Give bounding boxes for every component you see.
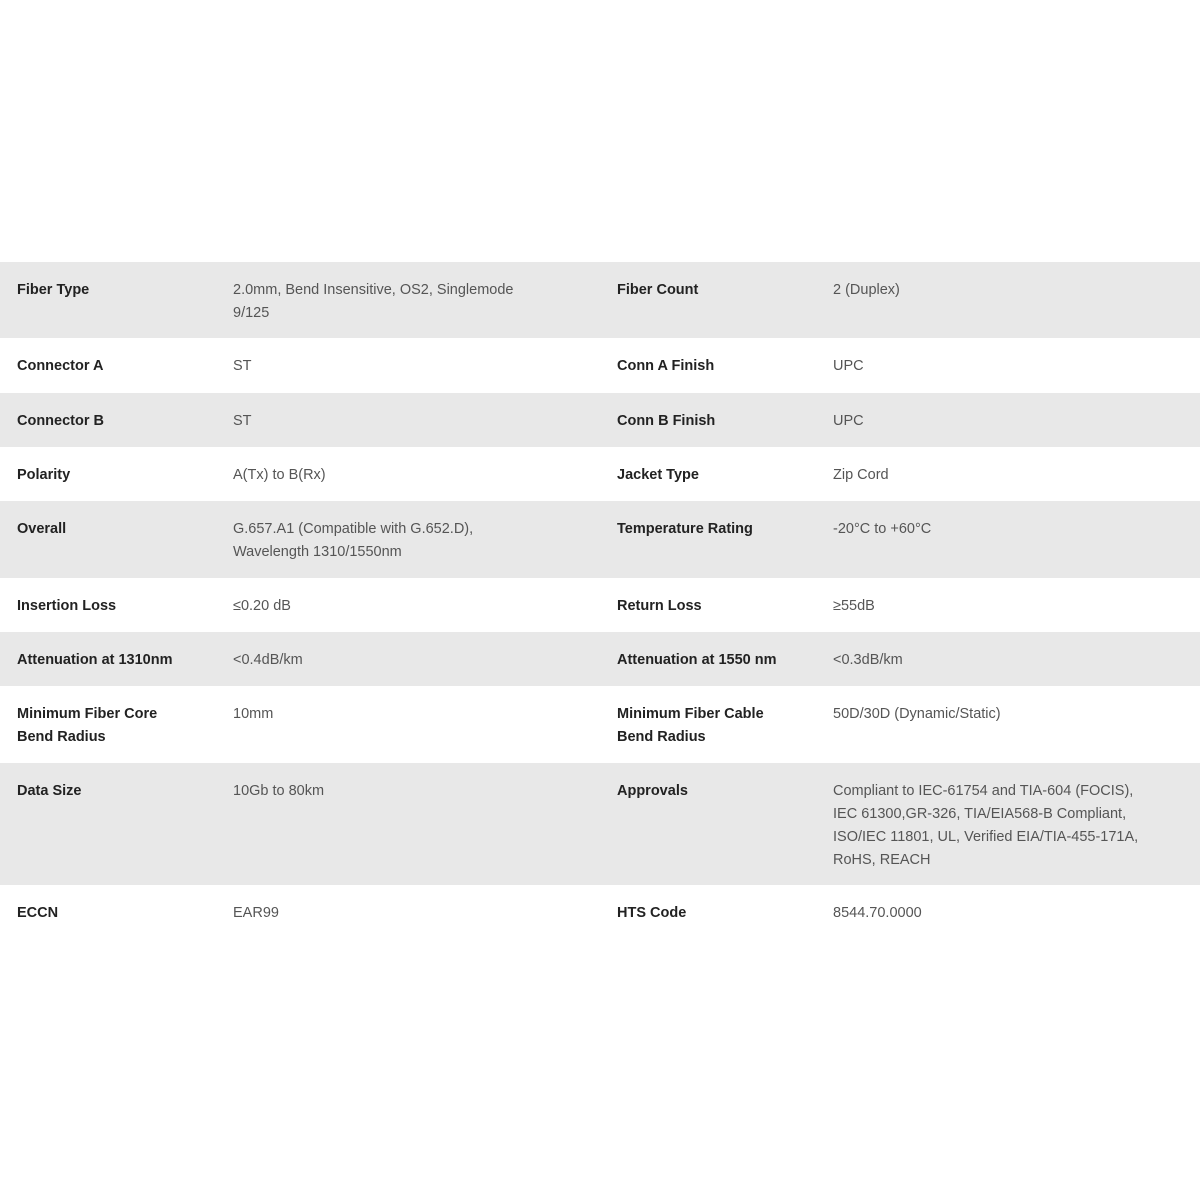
spec-value: 2.0mm, Bend Insensitive, OS2, Singlemode 9/125	[233, 282, 514, 321]
spec-row-connector-a	[0, 338, 1200, 393]
spec-label: Return Loss	[617, 598, 702, 614]
spec-value: ≥55dB	[833, 598, 875, 614]
spec-label: Conn B Finish	[617, 413, 716, 429]
spec-label: Fiber Count	[617, 282, 699, 298]
spec-label: Fiber Type	[17, 282, 90, 298]
spec-value: G.657.A1 (Compatible with G.652.D), Wavelength 1310/1550nm	[233, 521, 474, 560]
spec-label: Insertion Loss	[17, 598, 117, 614]
spec-value: UPC	[833, 413, 864, 429]
spec-label: Approvals	[617, 783, 688, 799]
spec-row-connector-b	[0, 393, 1200, 447]
spec-label: Conn A Finish	[617, 358, 715, 374]
spec-label: Jacket Type	[617, 467, 699, 483]
spec-value: Compliant to IEC-61754 and TIA-604 (FOCIS), IEC 61300,GR-326, TIA/EIA568-B Compliant, ISO/IEC 11801, UL, Verified EIA/TIA-455-171A, RoHS, REACH	[833, 783, 1139, 868]
spec-value: 10mm	[233, 706, 274, 722]
spec-label: Minimum Fiber Core Bend Radius	[17, 706, 158, 745]
spec-label: Attenuation at 1550 nm	[617, 652, 777, 668]
spec-label: Connector B	[17, 413, 104, 429]
spec-value: <0.4dB/km	[233, 652, 303, 668]
spec-value: A(Tx) to B(Rx)	[233, 467, 326, 483]
spec-value: ≤0.20 dB	[233, 598, 291, 614]
spec-value: EAR99	[233, 905, 279, 921]
spec-label: Minimum Fiber Cable Bend Radius	[617, 706, 764, 745]
spec-row-polarity	[0, 447, 1200, 501]
spec-value: 8544.70.0000	[833, 905, 922, 921]
spec-value: 2 (Duplex)	[833, 282, 900, 298]
spec-value: 10Gb to 80km	[233, 783, 325, 799]
spec-value: ST	[233, 413, 252, 429]
spec-value: <0.3dB/km	[833, 652, 903, 668]
spec-row-attenuation	[0, 632, 1200, 686]
spec-value: ST	[233, 358, 252, 374]
spec-label: ECCN	[17, 905, 59, 921]
spec-label: Overall	[17, 521, 67, 537]
spec-label: Temperature Rating	[617, 521, 753, 537]
spec-row-bend-radius	[0, 686, 1200, 763]
spec-table	[0, 262, 1200, 939]
spec-value: Zip Cord	[833, 467, 889, 483]
spec-value: UPC	[833, 358, 864, 374]
spec-label: Connector A	[17, 358, 104, 374]
spec-label: Attenuation at 1310nm	[17, 652, 173, 668]
spec-row-data-size	[0, 763, 1200, 885]
spec-row-fiber-type	[0, 262, 1200, 338]
spec-row-overall	[0, 501, 1200, 578]
spec-row-insertion-loss	[0, 578, 1200, 632]
spec-label: HTS Code	[617, 905, 687, 921]
spec-label: Data Size	[17, 783, 82, 799]
spec-value: 50D/30D (Dynamic/Static)	[833, 706, 1001, 722]
spec-value: -20°C to +60°C	[833, 521, 932, 537]
spec-label: Polarity	[17, 467, 71, 483]
spec-row-eccn	[0, 885, 1200, 939]
